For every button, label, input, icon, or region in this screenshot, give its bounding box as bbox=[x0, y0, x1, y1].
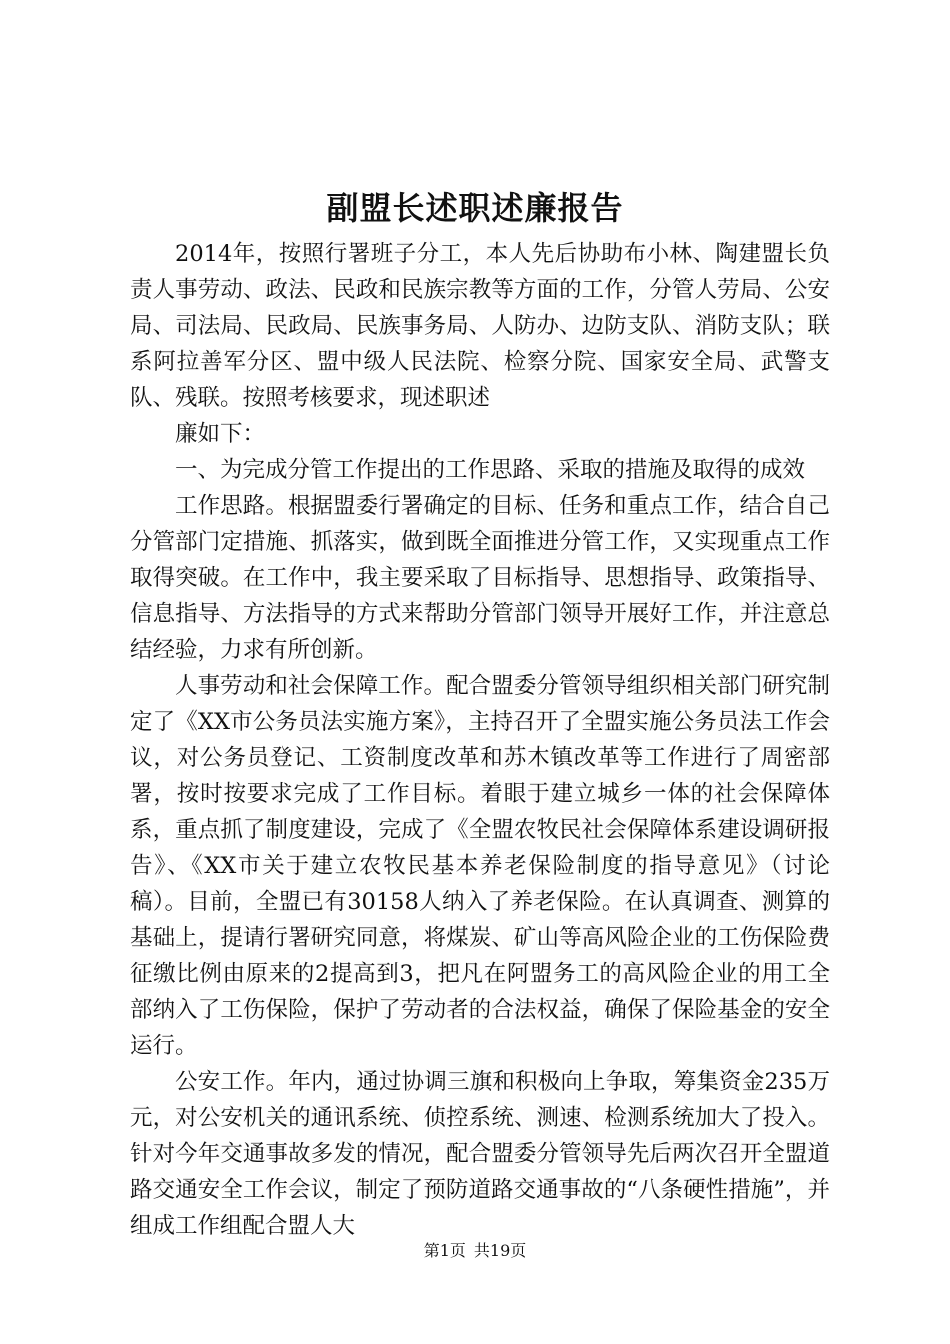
page-number: 第1页 bbox=[423, 1241, 466, 1260]
document-title: 副盟长述职述廉报告 bbox=[326, 189, 624, 227]
section-heading-1: 一、为完成分管工作提出的工作思路、采取的措施及取得的成效 bbox=[175, 457, 806, 483]
paragraph-public-security: 公安工作。年内，通过协调三旗和积极向上争取，筹集资金235万元，对公安机关的通讯系统、侦控系统、测速、检测系统加大了投入。针对今年交通事故多发的情况，配合盟委分管领导先后两次召开全盟道路交通安全工作会议，制定了预防道路交通事故的“八条硬性措施”，并组成工作组配合盟人大 bbox=[130, 1069, 830, 1239]
paragraph-intro-continued: 廉如下： bbox=[175, 421, 266, 447]
document-body bbox=[130, 236, 830, 1244]
page-footer bbox=[0, 1240, 950, 1262]
paragraph-work-approach: 工作思路。根据盟委行署确定的目标、任务和重点工作，结合自己分管部门定措施、抓落实，做到既全面推进分管工作，又实现重点工作取得突破。在工作中，我主要采取了目标指导、思想指导、政策指导、信息指导、方法指导的方式来帮助分管部门领导开展好工作，并注意总结经验，力求有所创新。 bbox=[130, 493, 830, 663]
paragraph-intro: 2014年，按照行署班子分工，本人先后协助布小林、陶建盟长负责人事劳动、政法、民政和民族宗教等方面的工作，分管人劳局、公安局、司法局、民政局、民族事务局、人防办、边防支队、消防支队；联系阿拉善军分区、盟中级人民法院、检察分院、国家安全局、武警支队、残联。按照考核要求，现述职述 bbox=[130, 241, 830, 411]
page-total: 共19页 bbox=[473, 1241, 527, 1260]
paragraph-personnel-labor: 人事劳动和社会保障工作。配合盟委分管领导组织相关部门研究制定了《XX市公务员法实施方案》，主持召开了全盟实施公务员法工作会议，对公务员登记、工资制度改革和苏木镇改革等工作进行了周密部署，按时按要求完成了工作目标。着眼于建立城乡一体的社会保障体系，重点抓了制度建设，完成了《全盟农牧民社会保障体系建设调研报告》、《XX市关于建立农牧民基本养老保险制度的指导意见》（讨论稿）。目前，全盟已有30158人纳入了养老保险。在认真调查、测算的基础上，提请行署研究同意，将煤炭、矿山等高风险企业的工伤保险费征缴比例由原来的2提高到3，把凡在阿盟务工的高风险企业的用工全部纳入了工伤保险，保护了劳动者的合法权益，确保了保险基金的安全运行。 bbox=[130, 673, 830, 1059]
